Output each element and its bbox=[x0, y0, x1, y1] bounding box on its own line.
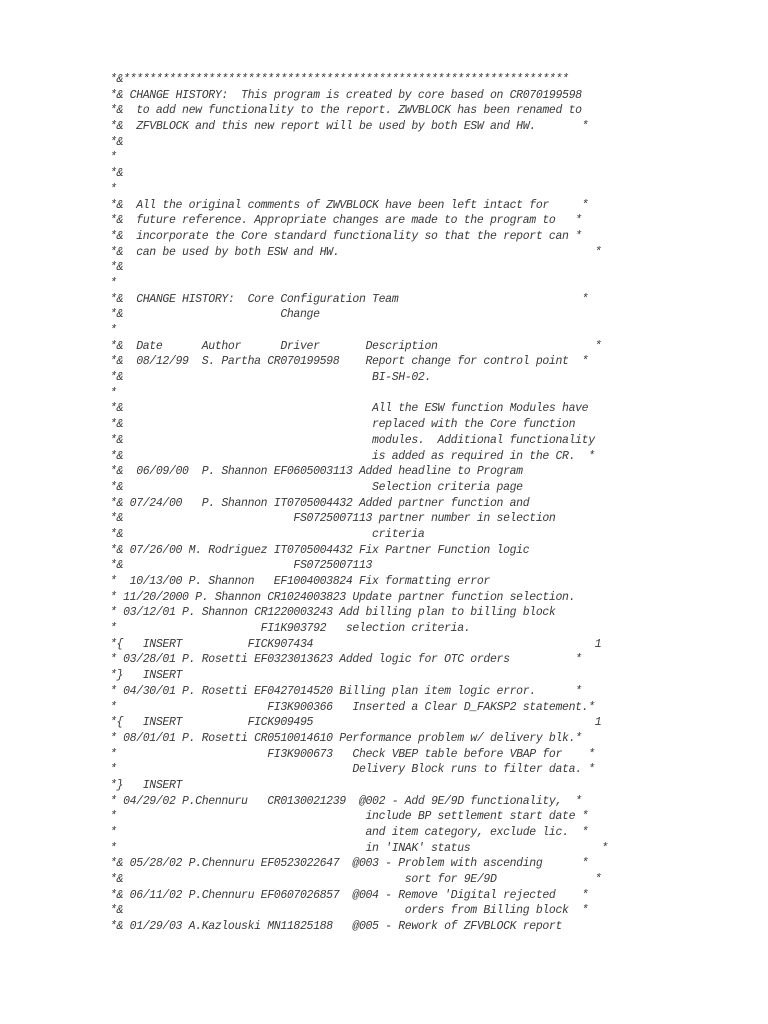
code-line: * 10/13/00 P. Shannon EF1004003824 Fix formatting error bbox=[110, 575, 490, 588]
code-line: *& FS0725007113 bbox=[110, 559, 373, 573]
code-line: *} INSERT bbox=[110, 669, 183, 683]
code-line: * bbox=[110, 151, 117, 165]
code-line: * 04/29/02 P.Chennuru CR0130021239 @002 - Add 9E/9D functionality, * bbox=[110, 794, 582, 808]
code-line: *& sort for 9E/9D * bbox=[110, 873, 602, 887]
code-line: * 04/30/01 P. Rosetti EF0427014520 Billing plan item logic error. * bbox=[110, 684, 582, 698]
code-line: * FI3K900366 Inserted a Clear D_FAKSP2 statement.* bbox=[110, 700, 595, 714]
code-line: * and item category, exclude lic. * bbox=[110, 826, 589, 839]
code-line: *& replaced with the Core function bbox=[110, 418, 576, 432]
code-line: * 03/28/01 P. Rosetti EF0323013623 Added logic for OTC orders * bbox=[110, 653, 582, 667]
code-line: *& 07/24/00 P. Shannon IT0705004432 Added partner function and bbox=[110, 496, 530, 510]
code-line: *{ INSERT FICK909495 1 bbox=[110, 716, 602, 730]
code-line: * Delivery Block runs to filter data. * bbox=[110, 763, 595, 777]
code-line: * bbox=[110, 276, 117, 290]
code-line: *& CHANGE HISTORY: Core Configuration Team * bbox=[110, 292, 589, 306]
code-line: *} INSERT bbox=[110, 778, 183, 792]
code-line: *& Change bbox=[110, 308, 320, 322]
code-line: * FI3K900673 Check VBEP table before VBAP for * bbox=[110, 747, 595, 761]
code-line: *& 06/11/02 P.Chennuru EF0607026857 @004 - Remove 'Digital rejected * bbox=[110, 888, 589, 902]
code-line: *& is added as required in the CR. * bbox=[110, 449, 595, 463]
code-line: * bbox=[110, 324, 117, 337]
code-line: *& bbox=[110, 167, 124, 181]
code-line: *& 07/26/00 M. Rodriguez IT0705004432 Fix Partner Function logic bbox=[110, 543, 530, 557]
code-line: *& FS0725007113 partner number in selection bbox=[110, 512, 556, 526]
code-line: *& to add new functionality to the report. ZWVBLOCK has been renamed to bbox=[110, 104, 582, 118]
code-line: *& Date Author Driver Description * bbox=[110, 339, 602, 353]
code-line: *{ INSERT FICK907434 1 bbox=[110, 637, 602, 651]
code-line: *& CHANGE HISTORY: This program is created by core based on CR070199598 bbox=[110, 88, 582, 102]
change-history-listing bbox=[110, 72, 608, 935]
code-line: *& All the ESW function Modules have bbox=[110, 402, 589, 416]
code-line: *& orders from Billing block * bbox=[110, 904, 589, 918]
code-line: * 08/01/01 P. Rosetti CR0510014610 Performance problem w/ delivery blk.* bbox=[110, 731, 582, 745]
code-line: * 03/12/01 P. Shannon CR1220003243 Add billing plan to billing block bbox=[110, 606, 556, 620]
code-line: *& All the original comments of ZWVBLOCK have been left intact for * bbox=[110, 198, 589, 212]
code-line: *& modules. Additional functionality bbox=[110, 433, 595, 447]
code-line: *& BI-SH-02. bbox=[110, 371, 432, 385]
code-line: *& ZFVBLOCK and this new report will be used by both ESW and HW. * bbox=[110, 120, 589, 134]
code-line: * bbox=[110, 182, 117, 196]
code-line: * bbox=[110, 386, 117, 400]
code-line: * FI1K903792 selection criteria. bbox=[110, 622, 471, 636]
code-line: * include BP settlement start date * bbox=[110, 810, 589, 824]
code-line: *& future reference. Appropriate changes are made to the program to * bbox=[110, 214, 582, 228]
code-line: *& bbox=[110, 261, 124, 275]
code-line: *& bbox=[110, 135, 124, 149]
code-line: *& criteria bbox=[110, 527, 425, 541]
code-line: *& 01/29/03 A.Kazlouski MN11825188 @005 - Rework of ZFVBLOCK report bbox=[110, 920, 563, 934]
code-line: * in 'INAK' status * bbox=[110, 841, 608, 855]
code-line: *&******************************************************************** bbox=[110, 73, 569, 86]
code-line: *& incorporate the Core standard functionality so that the report can * bbox=[110, 229, 582, 243]
code-line: * 11/20/2000 P. Shannon CR1024003823 Update partner function selection. bbox=[110, 590, 576, 604]
code-line: *& 06/09/00 P. Shannon EF0605003113 Added headline to Program bbox=[110, 465, 523, 479]
code-line: *& 08/12/99 S. Partha CR070199598 Report change for control point * bbox=[110, 355, 589, 369]
code-line: *& can be used by both ESW and HW. * bbox=[110, 245, 602, 259]
code-line: *& 05/28/02 P.Chennuru EF0523022647 @003 - Problem with ascending * bbox=[110, 857, 589, 871]
code-line: *& Selection criteria page bbox=[110, 480, 523, 494]
